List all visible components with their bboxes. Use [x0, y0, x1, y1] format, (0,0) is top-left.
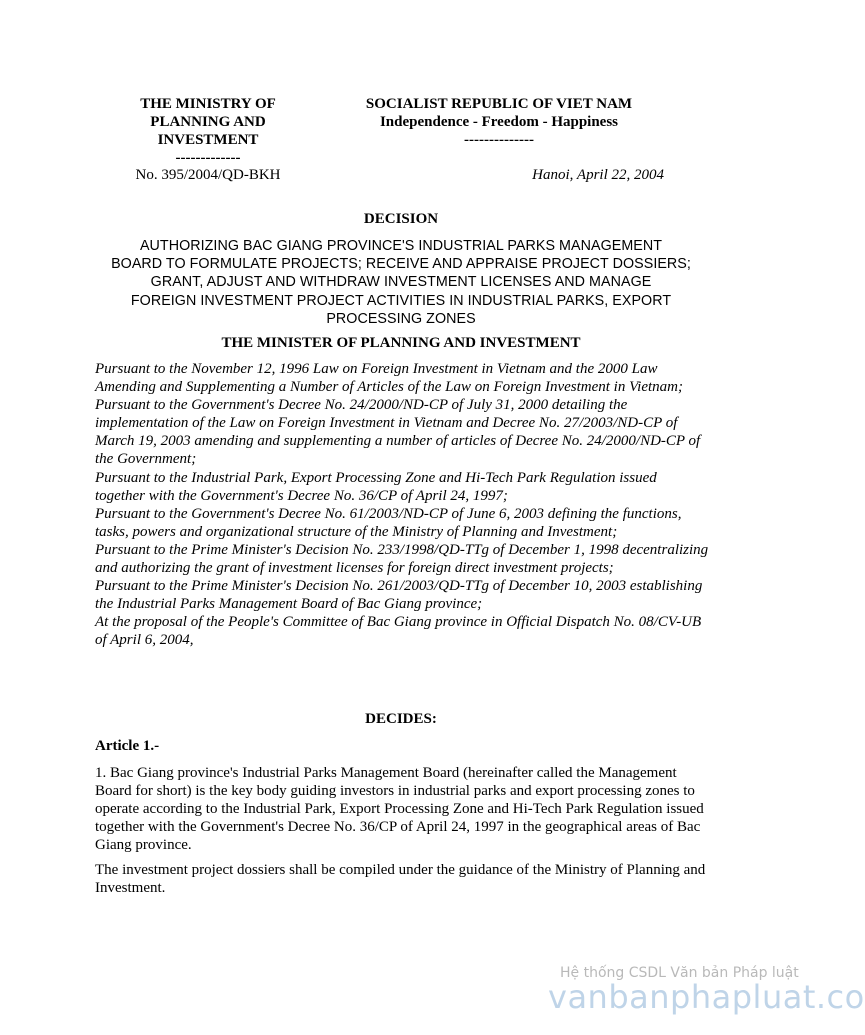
minister-heading: THE MINISTER OF PLANNING AND INVESTMENT	[221, 335, 581, 351]
subtitle-line-2: BOARD TO FORMULATE PROJECTS; RECEIVE AND APPRAISE PROJECT DOSSIERS;	[111, 256, 691, 273]
preamble	[95, 360, 710, 650]
subtitle-line-1: AUTHORIZING BAC GIANG PROVINCE'S INDUSTRIAL PARKS MANAGEMENT	[139, 238, 663, 254]
preamble-clause: Pursuant to the Government's Decree No. 61/2003/ND-CP of June 6, 2003 defining the functions, tasks, powers and organizational structure of the Ministry of Planning and Investment;	[95, 505, 682, 540]
preamble-clause: Pursuant to the Government's Decree No. 24/2000/ND-CP of July 31, 2000 detailing the implementation of the Law on Foreign Investment in Vietnam and Decree No. 27/2003/ND-CP of March 19, 2003 amending and supplementing a number of articles of Decree No. 24/2000/ND-CP of the Government;	[95, 397, 701, 468]
preamble-clause: Pursuant to the Prime Minister's Decision No. 233/1998/QD-TTg of December 1, 1998 decentralizing and authorizing the grant of investment licenses for foreign direct investment projects;	[95, 541, 709, 577]
preamble-clause: Pursuant to the Industrial Park, Export Processing Zone and Hi-Tech Park Regulation issued together with the Government's Decree No. 36/CP of April 24, 1997;	[95, 469, 657, 504]
issuer-line-1: THE MINISTRY OF	[140, 96, 276, 112]
national-motto-block	[338, 95, 660, 149]
watermark-caption: Hệ thống CSDL Văn bản Pháp luật	[560, 965, 799, 981]
place-and-date: Hanoi, April 22, 2004	[532, 167, 664, 183]
preamble-clause: Pursuant to the November 12, 1996 Law on Foreign Investment in Vietnam and the 2000 Law Amending and Supplementing a Number of Articles of the Law on Foreign Investment in Vietnam;	[95, 361, 683, 396]
subtitle-line-4: FOREIGN INVESTMENT PROJECT ACTIVITIES IN INDUSTRIAL PARKS, EXPORT	[130, 292, 672, 309]
article-1-paragraph-1: 1. Bac Giang province's Industrial Parks Management Board (hereinafter called the Management Board for short) is the key body guiding investors in industrial parks and export processing zones to operate according to the Industrial Park, Export Processing Zone and Hi-Tech Park Regulation issued together with the Government's Decree No. 36/CP of April 24, 1997 in the geographical areas of Bac Giang province.	[95, 765, 704, 854]
issuer-rule: -------------	[175, 150, 241, 166]
article-1-paragraph-2: The investment project dossiers shall be compiled under the guidance of the Ministry of Planning and Investment.	[95, 862, 706, 897]
document-number: No. 395/2004/QD-BKH	[135, 167, 281, 183]
watermark-site: vanbanphapluat.co	[548, 978, 865, 1016]
country-name: SOCIALIST REPUBLIC OF VIET NAM	[365, 96, 633, 112]
document-title: DECISION	[363, 211, 439, 227]
article-1-heading: Article 1.-	[95, 738, 160, 754]
subtitle-line-3: GRANT, ADJUST AND WITHDRAW INVESTMENT LICENSES AND MANAGE	[150, 274, 652, 291]
document-subtitle	[95, 237, 707, 328]
decides-heading: DECIDES:	[365, 711, 437, 727]
issuer-line-3: INVESTMENT	[157, 132, 259, 148]
issuer-line-2: PLANNING AND	[150, 114, 266, 130]
preamble-clause: At the proposal of the People's Committee of Bac Giang province in Official Dispatch No. 08/CV-UB of April 6, 2004,	[95, 614, 702, 649]
preamble-clause: Pursuant to the Prime Minister's Decision No. 261/2003/QD-TTg of December 10, 2003 establishing the Industrial Parks Management Board of Bac Giang province;	[95, 578, 703, 613]
subtitle-line-5: PROCESSING ZONES	[326, 310, 476, 327]
motto: Independence - Freedom - Happiness	[379, 114, 619, 130]
motto-rule: --------------	[464, 132, 534, 148]
issuer-block	[108, 95, 308, 167]
